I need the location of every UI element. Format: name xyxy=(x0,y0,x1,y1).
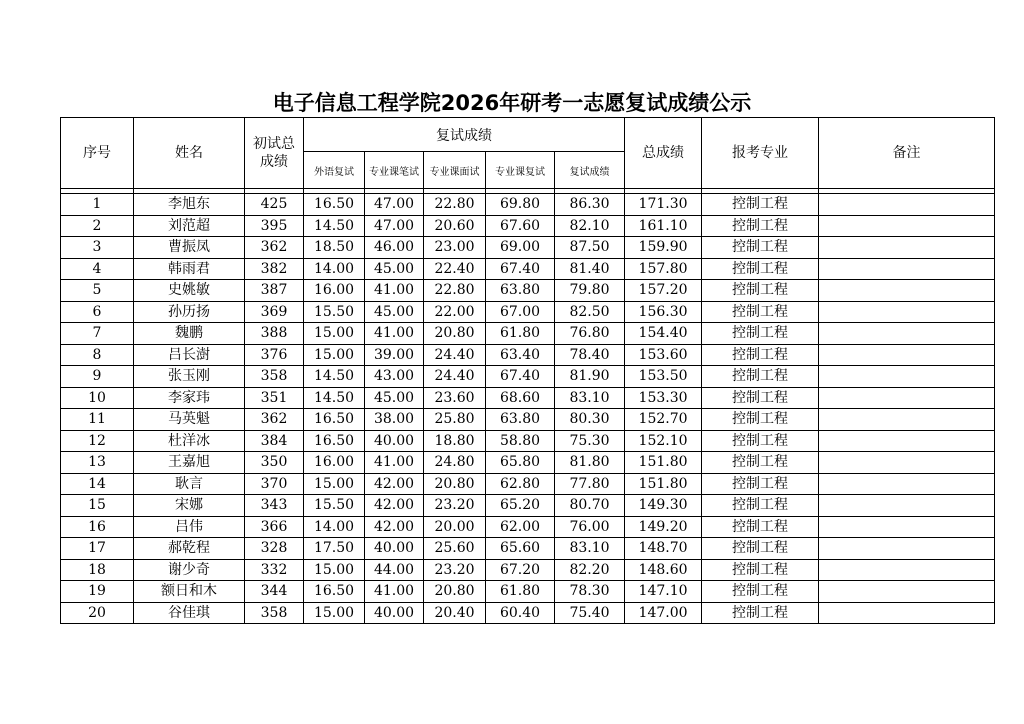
cell-written: 44.00 xyxy=(365,559,424,581)
cell-seq: 9 xyxy=(61,366,134,388)
cell-foreign: 17.50 xyxy=(304,538,365,560)
cell-written: 39.00 xyxy=(365,344,424,366)
cell-name: 马英魁 xyxy=(134,409,245,431)
cell-total: 152.70 xyxy=(625,409,702,431)
cell-prof: 62.00 xyxy=(486,516,555,538)
cell-major: 控制工程 xyxy=(702,473,819,495)
cell-remark xyxy=(819,452,995,474)
header-row-top xyxy=(61,118,995,152)
cell-foreign: 16.50 xyxy=(304,430,365,452)
cell-retest: 81.80 xyxy=(555,452,625,474)
cell-written: 41.00 xyxy=(365,581,424,603)
cell-foreign: 15.50 xyxy=(304,495,365,517)
cell-major: 控制工程 xyxy=(702,387,819,409)
cell-remark xyxy=(819,366,995,388)
cell-seq: 10 xyxy=(61,387,134,409)
cell-retest: 86.30 xyxy=(555,194,625,216)
table-row xyxy=(61,366,995,388)
cell-retest: 78.30 xyxy=(555,581,625,603)
header-foreign: 外语复试 xyxy=(304,152,365,189)
cell-total: 151.80 xyxy=(625,473,702,495)
cell-foreign: 14.50 xyxy=(304,387,365,409)
cell-written: 46.00 xyxy=(365,237,424,259)
cell-initial: 332 xyxy=(245,559,304,581)
cell-interview: 23.60 xyxy=(424,387,486,409)
cell-written: 41.00 xyxy=(365,452,424,474)
cell-name: 王嘉旭 xyxy=(134,452,245,474)
cell-prof: 60.40 xyxy=(486,602,555,624)
table-row xyxy=(61,215,995,237)
cell-retest: 75.30 xyxy=(555,430,625,452)
cell-retest: 76.80 xyxy=(555,323,625,345)
cell-initial: 395 xyxy=(245,215,304,237)
cell-total: 157.20 xyxy=(625,280,702,302)
cell-written: 42.00 xyxy=(365,495,424,517)
cell-remark xyxy=(819,430,995,452)
cell-major: 控制工程 xyxy=(702,581,819,603)
cell-foreign: 16.50 xyxy=(304,581,365,603)
table-row xyxy=(61,452,995,474)
cell-retest: 80.30 xyxy=(555,409,625,431)
cell-major: 控制工程 xyxy=(702,280,819,302)
cell-initial: 370 xyxy=(245,473,304,495)
cell-foreign: 16.00 xyxy=(304,280,365,302)
cell-seq: 14 xyxy=(61,473,134,495)
cell-initial: 351 xyxy=(245,387,304,409)
table-row xyxy=(61,495,995,517)
cell-retest: 82.50 xyxy=(555,301,625,323)
cell-total: 147.10 xyxy=(625,581,702,603)
cell-interview: 20.80 xyxy=(424,323,486,345)
cell-interview: 24.40 xyxy=(424,344,486,366)
cell-total: 161.10 xyxy=(625,215,702,237)
cell-foreign: 16.50 xyxy=(304,409,365,431)
cell-name: 吕长澍 xyxy=(134,344,245,366)
header-interview: 专业课面试 xyxy=(424,152,486,189)
cell-remark xyxy=(819,473,995,495)
cell-foreign: 16.00 xyxy=(304,452,365,474)
cell-name: 谢少奇 xyxy=(134,559,245,581)
cell-total: 153.60 xyxy=(625,344,702,366)
cell-initial: 376 xyxy=(245,344,304,366)
cell-name: 杜洋冰 xyxy=(134,430,245,452)
cell-remark xyxy=(819,538,995,560)
cell-seq: 20 xyxy=(61,602,134,624)
header-remark: 备注 xyxy=(819,118,995,189)
cell-retest: 75.40 xyxy=(555,602,625,624)
cell-foreign: 14.00 xyxy=(304,516,365,538)
cell-seq: 6 xyxy=(61,301,134,323)
cell-name: 宋娜 xyxy=(134,495,245,517)
cell-retest: 79.80 xyxy=(555,280,625,302)
cell-major: 控制工程 xyxy=(702,409,819,431)
cell-remark xyxy=(819,344,995,366)
cell-written: 41.00 xyxy=(365,280,424,302)
header-initial xyxy=(245,118,304,189)
cell-seq: 11 xyxy=(61,409,134,431)
table-row xyxy=(61,430,995,452)
cell-retest: 83.10 xyxy=(555,387,625,409)
cell-remark xyxy=(819,194,995,216)
cell-foreign: 14.00 xyxy=(304,258,365,280)
cell-foreign: 16.50 xyxy=(304,194,365,216)
cell-remark xyxy=(819,495,995,517)
table-row xyxy=(61,280,995,302)
cell-prof: 65.80 xyxy=(486,452,555,474)
header-prof: 专业课复试 xyxy=(486,152,555,189)
cell-remark xyxy=(819,581,995,603)
cell-seq: 15 xyxy=(61,495,134,517)
cell-interview: 20.00 xyxy=(424,516,486,538)
cell-foreign: 15.00 xyxy=(304,344,365,366)
cell-remark xyxy=(819,301,995,323)
cell-interview: 24.80 xyxy=(424,452,486,474)
cell-initial: 358 xyxy=(245,366,304,388)
cell-foreign: 14.50 xyxy=(304,215,365,237)
cell-prof: 67.40 xyxy=(486,258,555,280)
cell-prof: 68.60 xyxy=(486,387,555,409)
cell-retest: 83.10 xyxy=(555,538,625,560)
cell-total: 159.90 xyxy=(625,237,702,259)
header-retest-group: 复试成绩 xyxy=(304,118,625,152)
cell-interview: 18.80 xyxy=(424,430,486,452)
cell-interview: 20.60 xyxy=(424,215,486,237)
cell-prof: 69.00 xyxy=(486,237,555,259)
cell-initial: 382 xyxy=(245,258,304,280)
cell-prof: 67.40 xyxy=(486,366,555,388)
cell-prof: 63.80 xyxy=(486,409,555,431)
cell-written: 45.00 xyxy=(365,258,424,280)
table-row xyxy=(61,602,995,624)
cell-remark xyxy=(819,237,995,259)
cell-name: 耿言 xyxy=(134,473,245,495)
cell-interview: 22.00 xyxy=(424,301,486,323)
cell-major: 控制工程 xyxy=(702,430,819,452)
cell-foreign: 15.00 xyxy=(304,559,365,581)
cell-name: 魏鹏 xyxy=(134,323,245,345)
cell-remark xyxy=(819,409,995,431)
cell-total: 147.00 xyxy=(625,602,702,624)
page-title: 电子信息工程学院2026年研考一志愿复试成绩公示 xyxy=(272,91,752,115)
cell-prof: 61.80 xyxy=(486,323,555,345)
cell-name: 吕伟 xyxy=(134,516,245,538)
table-row xyxy=(61,538,995,560)
cell-written: 41.00 xyxy=(365,323,424,345)
cell-prof: 67.60 xyxy=(486,215,555,237)
cell-remark xyxy=(819,516,995,538)
cell-prof: 61.80 xyxy=(486,581,555,603)
cell-interview: 20.80 xyxy=(424,581,486,603)
cell-interview: 22.80 xyxy=(424,280,486,302)
cell-seq: 19 xyxy=(61,581,134,603)
cell-seq: 4 xyxy=(61,258,134,280)
table-row xyxy=(61,237,995,259)
cell-prof: 69.80 xyxy=(486,194,555,216)
cell-interview: 22.80 xyxy=(424,194,486,216)
cell-prof: 65.60 xyxy=(486,538,555,560)
cell-foreign: 14.50 xyxy=(304,366,365,388)
cell-interview: 23.20 xyxy=(424,495,486,517)
cell-interview: 25.60 xyxy=(424,538,486,560)
header-written: 专业课笔试 xyxy=(365,152,424,189)
table-row xyxy=(61,559,995,581)
cell-major: 控制工程 xyxy=(702,344,819,366)
table-row xyxy=(61,473,995,495)
cell-remark xyxy=(819,323,995,345)
cell-initial: 328 xyxy=(245,538,304,560)
cell-total: 149.30 xyxy=(625,495,702,517)
cell-initial: 343 xyxy=(245,495,304,517)
header-seq: 序号 xyxy=(61,118,134,189)
cell-major: 控制工程 xyxy=(702,258,819,280)
cell-name: 李家玮 xyxy=(134,387,245,409)
cell-name: 李旭东 xyxy=(134,194,245,216)
cell-written: 43.00 xyxy=(365,366,424,388)
table-row xyxy=(61,409,995,431)
cell-remark xyxy=(819,280,995,302)
cell-prof: 67.00 xyxy=(486,301,555,323)
cell-retest: 82.20 xyxy=(555,559,625,581)
cell-prof: 58.80 xyxy=(486,430,555,452)
cell-prof: 65.20 xyxy=(486,495,555,517)
cell-initial: 384 xyxy=(245,430,304,452)
cell-prof: 63.40 xyxy=(486,344,555,366)
cell-total: 171.30 xyxy=(625,194,702,216)
cell-seq: 13 xyxy=(61,452,134,474)
cell-name: 张玉刚 xyxy=(134,366,245,388)
cell-initial: 358 xyxy=(245,602,304,624)
cell-written: 45.00 xyxy=(365,301,424,323)
score-table xyxy=(60,117,995,624)
cell-interview: 20.40 xyxy=(424,602,486,624)
cell-foreign: 15.00 xyxy=(304,473,365,495)
cell-name: 曹振凤 xyxy=(134,237,245,259)
cell-seq: 8 xyxy=(61,344,134,366)
cell-interview: 20.80 xyxy=(424,473,486,495)
cell-seq: 12 xyxy=(61,430,134,452)
cell-total: 153.30 xyxy=(625,387,702,409)
cell-retest: 78.40 xyxy=(555,344,625,366)
cell-total: 151.80 xyxy=(625,452,702,474)
cell-total: 149.20 xyxy=(625,516,702,538)
table-row xyxy=(61,323,995,345)
cell-total: 157.80 xyxy=(625,258,702,280)
cell-name: 郝乾程 xyxy=(134,538,245,560)
cell-remark xyxy=(819,215,995,237)
table-row xyxy=(61,581,995,603)
cell-seq: 3 xyxy=(61,237,134,259)
cell-seq: 1 xyxy=(61,194,134,216)
cell-name: 谷佳琪 xyxy=(134,602,245,624)
cell-retest: 81.90 xyxy=(555,366,625,388)
table-row xyxy=(61,387,995,409)
cell-initial: 350 xyxy=(245,452,304,474)
table-row xyxy=(61,516,995,538)
cell-name: 刘范超 xyxy=(134,215,245,237)
header-initial-line2: 成绩 xyxy=(260,154,288,170)
cell-remark xyxy=(819,559,995,581)
cell-major: 控制工程 xyxy=(702,323,819,345)
cell-interview: 25.80 xyxy=(424,409,486,431)
cell-major: 控制工程 xyxy=(702,215,819,237)
cell-written: 42.00 xyxy=(365,473,424,495)
header-major: 报考专业 xyxy=(702,118,819,189)
cell-major: 控制工程 xyxy=(702,602,819,624)
cell-written: 47.00 xyxy=(365,215,424,237)
cell-total: 148.70 xyxy=(625,538,702,560)
cell-seq: 17 xyxy=(61,538,134,560)
cell-total: 152.10 xyxy=(625,430,702,452)
cell-seq: 16 xyxy=(61,516,134,538)
cell-name: 孙历扬 xyxy=(134,301,245,323)
table-row xyxy=(61,258,995,280)
cell-retest: 80.70 xyxy=(555,495,625,517)
cell-total: 153.50 xyxy=(625,366,702,388)
cell-interview: 23.20 xyxy=(424,559,486,581)
cell-major: 控制工程 xyxy=(702,301,819,323)
cell-major: 控制工程 xyxy=(702,559,819,581)
cell-interview: 24.40 xyxy=(424,366,486,388)
cell-written: 42.00 xyxy=(365,516,424,538)
cell-initial: 366 xyxy=(245,516,304,538)
cell-initial: 362 xyxy=(245,237,304,259)
cell-seq: 18 xyxy=(61,559,134,581)
cell-foreign: 15.00 xyxy=(304,602,365,624)
cell-name: 额日和木 xyxy=(134,581,245,603)
header-name: 姓名 xyxy=(134,118,245,189)
cell-total: 148.60 xyxy=(625,559,702,581)
cell-interview: 22.40 xyxy=(424,258,486,280)
cell-major: 控制工程 xyxy=(702,538,819,560)
cell-major: 控制工程 xyxy=(702,366,819,388)
cell-retest: 77.80 xyxy=(555,473,625,495)
cell-seq: 5 xyxy=(61,280,134,302)
cell-written: 47.00 xyxy=(365,194,424,216)
cell-foreign: 15.00 xyxy=(304,323,365,345)
cell-seq: 2 xyxy=(61,215,134,237)
cell-initial: 425 xyxy=(245,194,304,216)
cell-initial: 344 xyxy=(245,581,304,603)
cell-major: 控制工程 xyxy=(702,194,819,216)
cell-prof: 62.80 xyxy=(486,473,555,495)
cell-retest: 82.10 xyxy=(555,215,625,237)
cell-initial: 369 xyxy=(245,301,304,323)
cell-initial: 387 xyxy=(245,280,304,302)
cell-initial: 362 xyxy=(245,409,304,431)
cell-written: 40.00 xyxy=(365,430,424,452)
cell-seq: 7 xyxy=(61,323,134,345)
cell-written: 40.00 xyxy=(365,538,424,560)
cell-major: 控制工程 xyxy=(702,452,819,474)
cell-written: 45.00 xyxy=(365,387,424,409)
cell-written: 38.00 xyxy=(365,409,424,431)
cell-foreign: 15.50 xyxy=(304,301,365,323)
table-body xyxy=(61,189,995,624)
header-total: 总成绩 xyxy=(625,118,702,189)
cell-retest: 87.50 xyxy=(555,237,625,259)
header-retest: 复试成绩 xyxy=(555,152,625,189)
cell-total: 154.40 xyxy=(625,323,702,345)
cell-remark xyxy=(819,258,995,280)
cell-major: 控制工程 xyxy=(702,237,819,259)
cell-remark xyxy=(819,602,995,624)
cell-retest: 76.00 xyxy=(555,516,625,538)
cell-foreign: 18.50 xyxy=(304,237,365,259)
cell-remark xyxy=(819,387,995,409)
cell-prof: 67.20 xyxy=(486,559,555,581)
cell-prof: 63.80 xyxy=(486,280,555,302)
cell-name: 史姚敏 xyxy=(134,280,245,302)
cell-initial: 388 xyxy=(245,323,304,345)
cell-written: 40.00 xyxy=(365,602,424,624)
cell-interview: 23.00 xyxy=(424,237,486,259)
cell-retest: 81.40 xyxy=(555,258,625,280)
cell-major: 控制工程 xyxy=(702,495,819,517)
cell-major: 控制工程 xyxy=(702,516,819,538)
table-row xyxy=(61,344,995,366)
cell-total: 156.30 xyxy=(625,301,702,323)
table-row xyxy=(61,301,995,323)
cell-name: 韩雨君 xyxy=(134,258,245,280)
table-row xyxy=(61,194,995,216)
header-initial-line1: 初试总 xyxy=(253,136,295,152)
